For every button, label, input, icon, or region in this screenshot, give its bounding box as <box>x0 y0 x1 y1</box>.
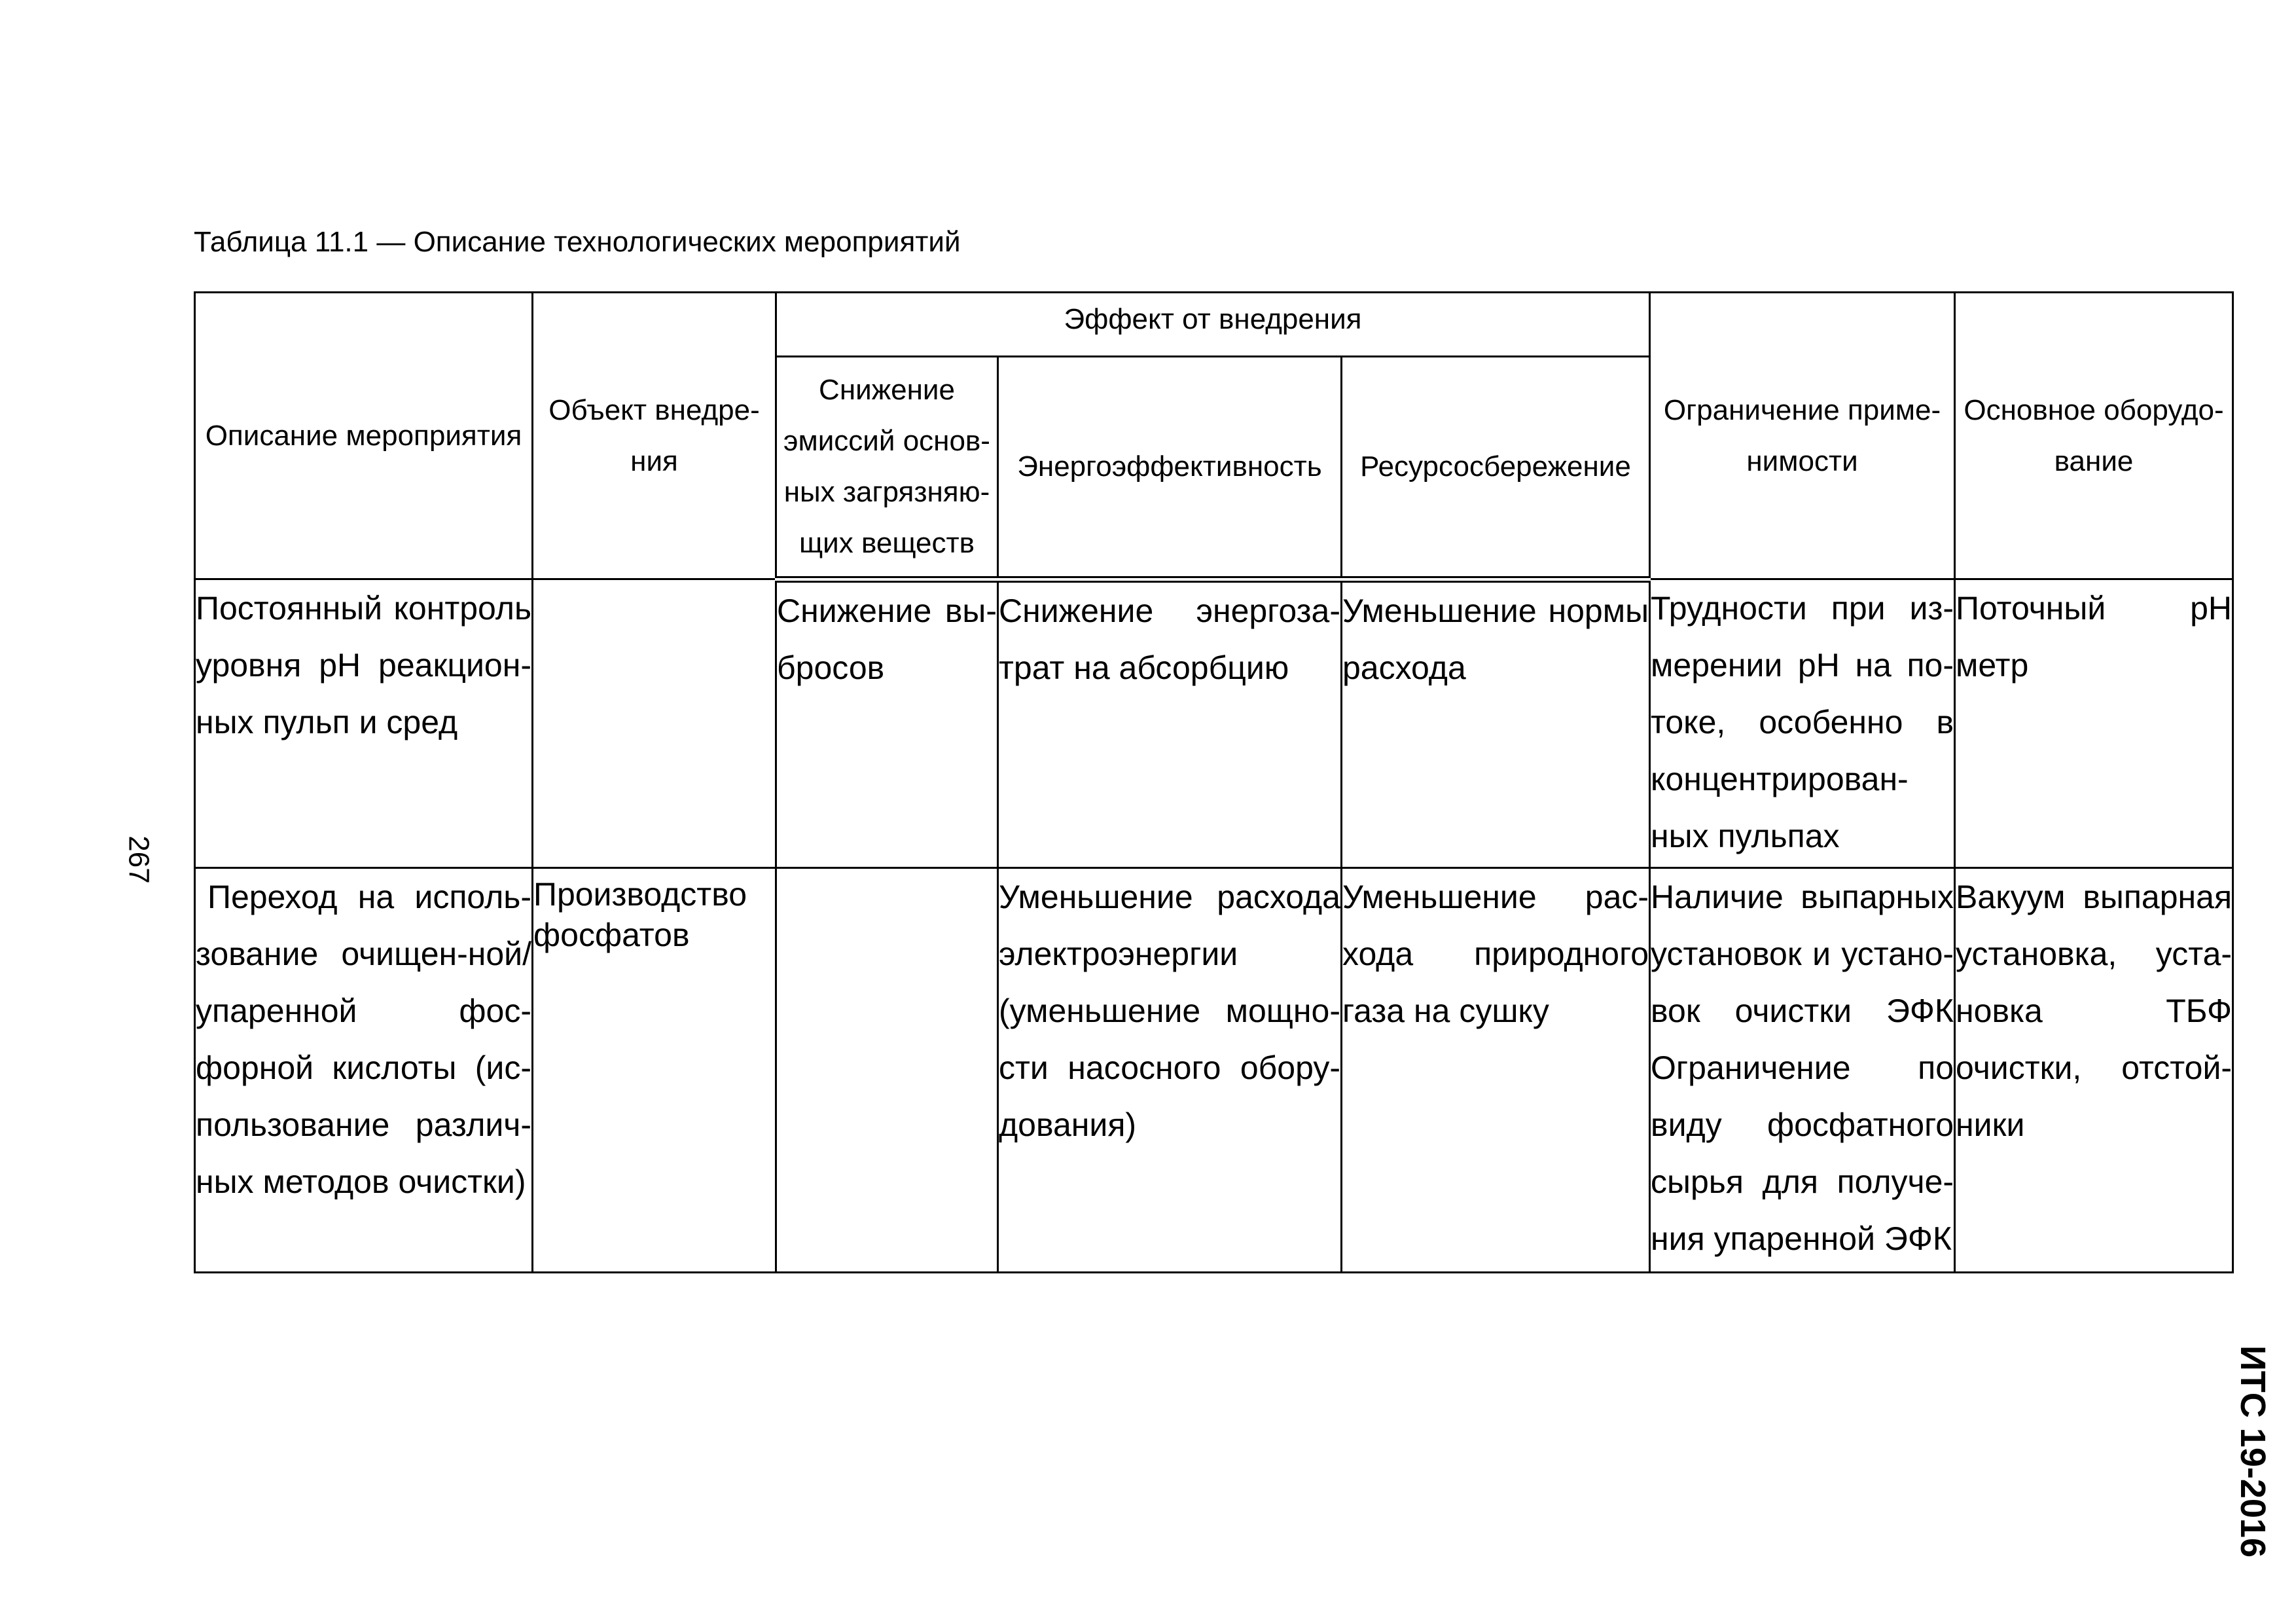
document-code: ИТС 19-2016 <box>2233 1345 2272 1558</box>
table-row <box>195 579 2233 868</box>
page-number: 267 <box>122 835 155 884</box>
cell-energy: Уменьшение расхода электроэнергии (уменьшение мощно-сти насосного обору-дования) <box>998 867 1342 1272</box>
cell-emissions <box>776 867 998 1272</box>
cell-energy: Снижение энергоза-трат на абсорбцию <box>998 579 1342 868</box>
cell-object: Производство фосфатов <box>533 867 776 1272</box>
table-row <box>195 867 2233 1272</box>
header-effect-group: Эффект от внедрения <box>776 293 1650 357</box>
header-emissions: Снижение эмиссий основ-ных загрязняю-щих веществ <box>776 357 998 579</box>
cell-description: Переход на исполь-зование очищен-ной/упаренной фос-форной кислоты (ис-пользование различ-ных методов очистки) <box>195 867 533 1272</box>
cell-emissions: Снижение вы-бросов <box>776 579 998 868</box>
cell-limitation: Наличие выпарных установок и устано-вок очистки ЭФК Ограничение по виду фосфатного сырья для получе-ния упаренной ЭФК <box>1650 867 1955 1272</box>
cell-resource: Уменьшение рас-хода природного газа на сушку <box>1342 867 1650 1272</box>
header-energy: Энергоэффективность <box>998 357 1342 579</box>
measures-table <box>194 291 2234 1273</box>
cell-object <box>533 579 776 868</box>
cell-limitation: Трудности при из-мерении pH на по-токе, особенно в концентрирован-ных пульпах <box>1650 579 1955 868</box>
cell-description: Постоянный контроль уровня pH реакцион-ных пульп и сред <box>195 579 533 868</box>
cell-resource: Уменьшение нормы расхода <box>1342 579 1650 868</box>
table-caption: Таблица 11.1 — Описание технологических мероприятий <box>194 226 961 258</box>
cell-equipment: Поточный pH метр <box>1955 579 2233 868</box>
header-description: Описание мероприятия <box>195 293 533 579</box>
header-object: Объект внедре-ния <box>533 293 776 579</box>
header-resource: Ресурсосбережение <box>1342 357 1650 579</box>
header-limitation: Ограничение приме-нимости <box>1650 293 1955 579</box>
header-equipment: Основное оборудо-вание <box>1955 293 2233 579</box>
cell-equipment: Вакуум выпарная установка, уста-новка ТБФ очистки, отстой-ники <box>1955 867 2233 1272</box>
